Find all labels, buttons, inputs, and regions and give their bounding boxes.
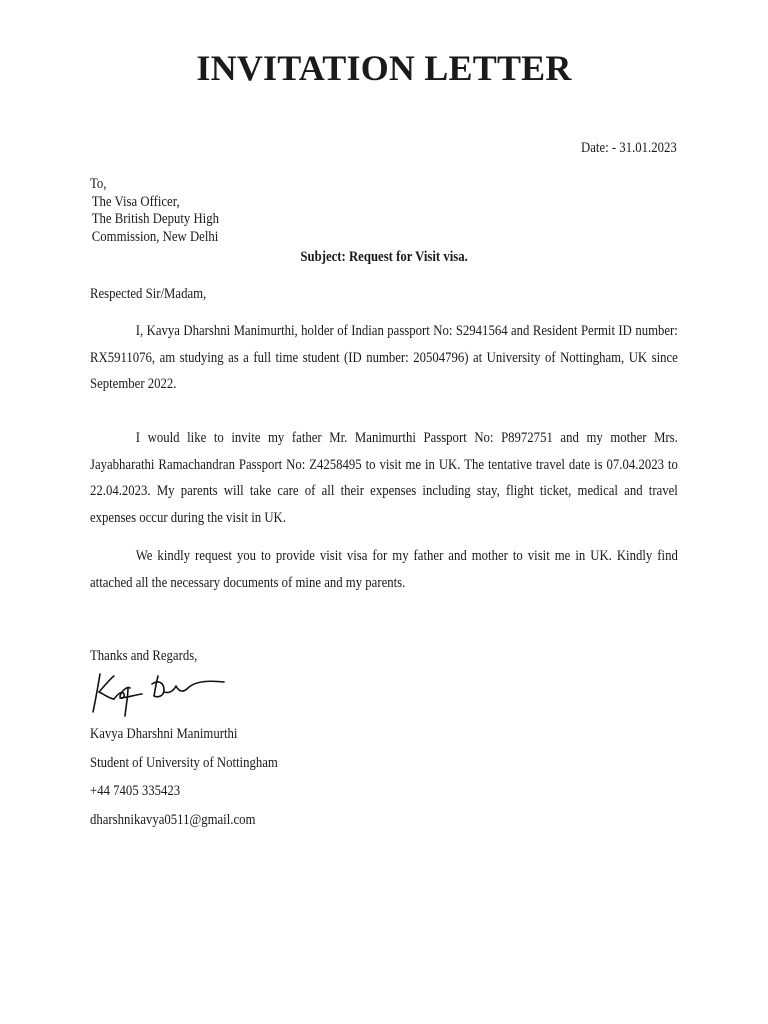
- sender-affiliation: Student of University of Nottingham: [90, 754, 278, 771]
- letter-salutation: Respected Sir/Madam,: [90, 286, 207, 302]
- body-paragraph-invitation: I would like to invite my father Mr. Manimurthi Passport No: P8972751 and my mother Mrs. Jayabharathi Ramachandran Passport No: Z4258495 to visit me in UK. The tentative travel date is 07.04.2023 to 22.04.2023. My parents will take care of all their expenses including stay, flight ticket, medical and travel expenses occur during the visit in UK.: [90, 430, 678, 526]
- sender-details: [90, 720, 278, 834]
- recipient-line-location: Commission, New Delhi: [91, 228, 219, 245]
- sender-phone: +44 7405 335423: [90, 783, 181, 799]
- letter-title: INVITATION LETTER: [196, 48, 572, 88]
- sender-email: dharshnikavya0511@gmail.com: [90, 811, 256, 828]
- body-paragraph-introduction: I, Kavya Dharshni Manimurthi, holder of Indian passport No: S2941564 and Resident Permit ID number: RX5911076, am studying as a full time student (ID number: 20504796) at University of Nottingham, UK since September 2022.: [90, 323, 678, 392]
- sender-name: Kavya Dharshni Manimurthi: [90, 726, 238, 742]
- recipient-line-office: The British Deputy High: [91, 211, 220, 227]
- letter-closing: Thanks and Regards,: [90, 648, 198, 664]
- letter-date: Date: - 31.01.2023: [581, 140, 677, 156]
- body-paragraph-request: We kindly request you to provide visit visa for my father and mother to visit me in UK. Kindly find attached all the necessary documents of mine and my parents.: [90, 548, 678, 591]
- handwritten-signature: [84, 668, 234, 718]
- letter-subject: [0, 247, 768, 267]
- recipient-address: [90, 176, 219, 246]
- recipient-line-officer: The Visa Officer,: [91, 193, 180, 210]
- recipient-line-to: To,: [90, 176, 107, 192]
- letter-subject-text: Subject: Request for Visit visa.: [300, 249, 468, 265]
